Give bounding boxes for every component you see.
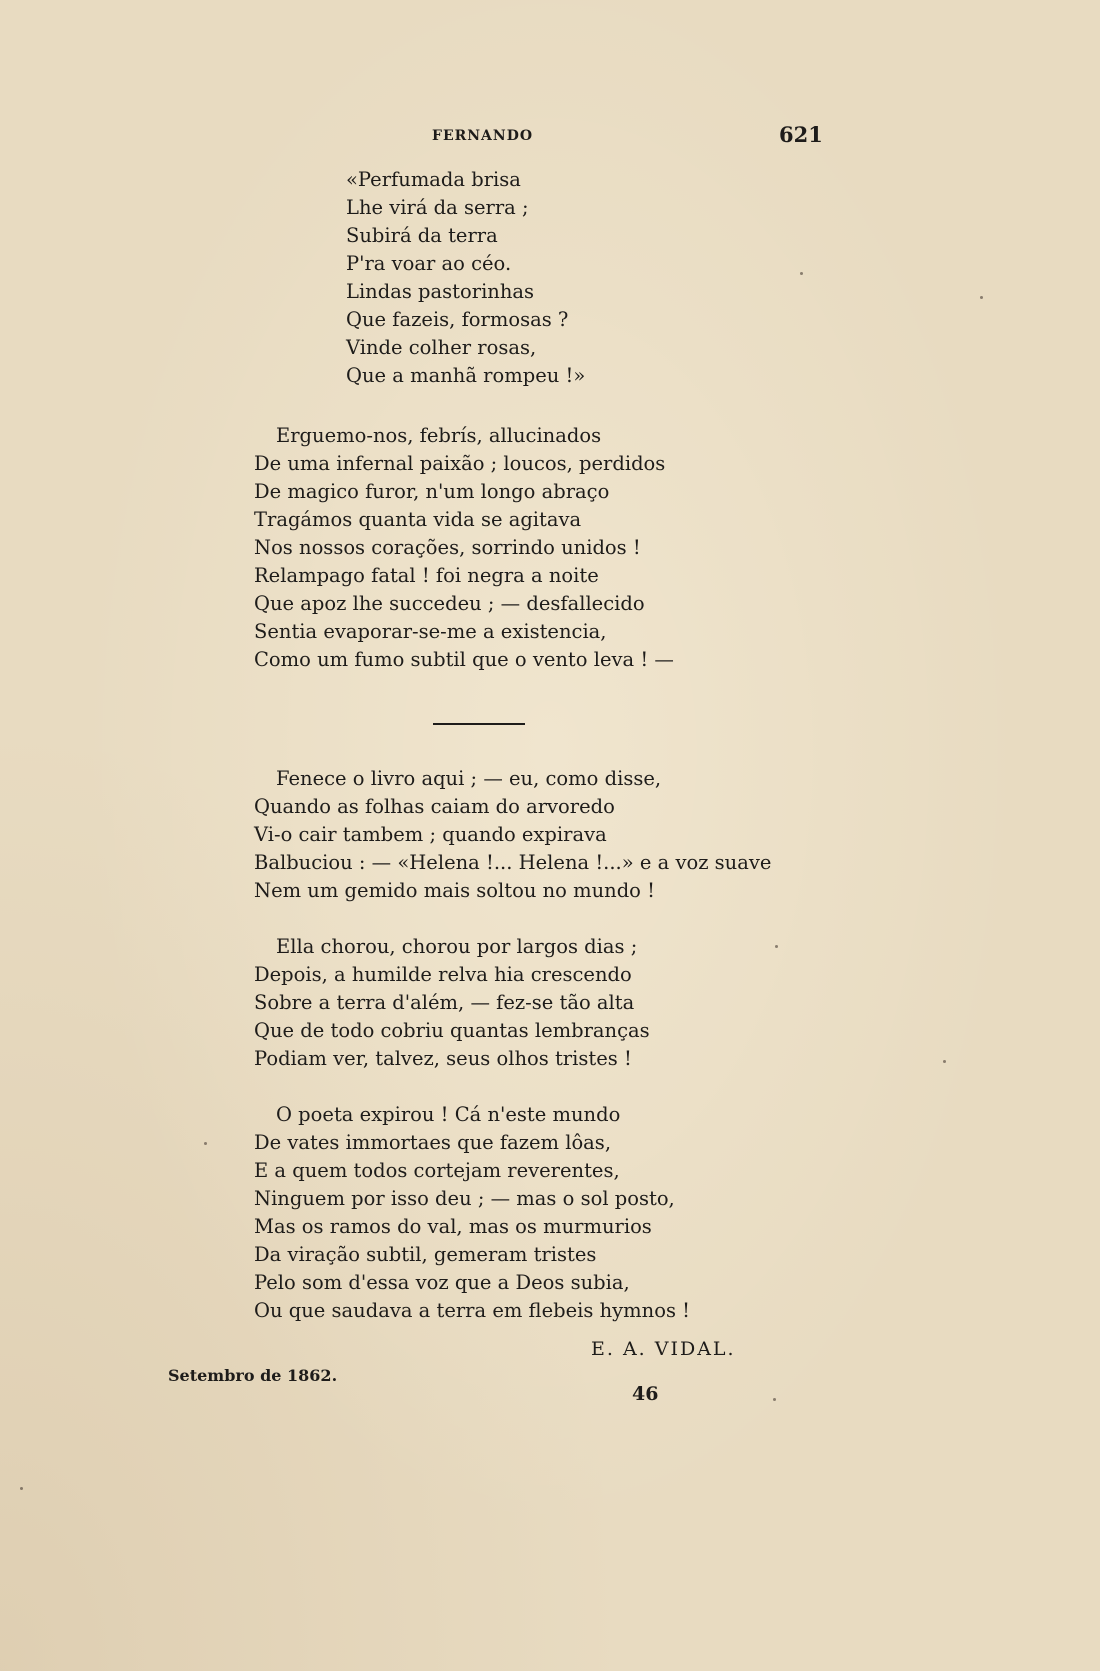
poem-line: Da viração subtil, gemeram tristes	[254, 1243, 597, 1266]
poem-line: Sobre a terra d'além, — fez-se tão alta	[254, 991, 635, 1014]
poem-line: Subirá da terra	[346, 224, 498, 247]
poem-line: Ninguem por isso deu ; — mas o sol posto,	[254, 1187, 675, 1210]
poem-line: Depois, a humilde relva hia crescendo	[254, 963, 632, 986]
poem-line: Nos nossos corações, sorrindo unidos !	[254, 536, 641, 559]
poem-line: P'ra voar ao céo.	[346, 252, 512, 275]
poem-line: De uma infernal paixão ; loucos, perdidos	[254, 452, 666, 475]
paper-speck	[20, 1487, 23, 1490]
poem-line: Ella chorou, chorou por largos dias ;	[276, 935, 638, 958]
poem-line: Vinde colher rosas,	[346, 336, 537, 359]
poem-line: Nem um gemido mais soltou no mundo !	[254, 879, 655, 902]
poem-line: De magico furor, n'um longo abraço	[254, 480, 610, 503]
poem-line: Que a manhã rompeu !»	[346, 364, 586, 387]
poem-line: Podiam ver, talvez, seus olhos tristes !	[254, 1047, 632, 1070]
paper-speck	[204, 1142, 207, 1145]
poem-line: Que fazeis, formosas ?	[346, 308, 569, 331]
poem-line: Que apoz lhe succedeu ; — desfallecido	[254, 592, 645, 615]
date-line: Setembro de 1862.	[168, 1366, 338, 1385]
poem-line: Fenece o livro aqui ; — eu, como disse,	[276, 767, 662, 790]
poem-line: Balbuciou : — «Helena !... Helena !...» e a voz suave	[254, 851, 772, 874]
paper-speck	[775, 945, 778, 948]
page-number: 621	[779, 122, 823, 147]
poem-line: E a quem todos cortejam reverentes,	[254, 1159, 620, 1182]
poem-line: Quando as folhas caiam do arvoredo	[254, 795, 615, 818]
poem-line: Erguemo-nos, febrís, allucinados	[276, 424, 602, 447]
stanza-poet-expired	[254, 1101, 690, 1325]
poem-line: Pelo som d'essa voz que a Deos subia,	[254, 1271, 630, 1294]
running-title: FERNANDO	[432, 128, 534, 144]
section-divider	[433, 723, 525, 725]
poem-line: De vates immortaes que fazem lôas,	[254, 1131, 612, 1154]
poem-line: Vi-o cair tambem ; quando expirava	[254, 823, 607, 846]
author-signature: E. A. VIDAL.	[591, 1338, 736, 1360]
stanza-book-ends	[254, 765, 771, 905]
paper-speck	[800, 272, 803, 275]
poem-line: Lhe virá da serra ;	[346, 196, 529, 219]
poem-line: Tragámos quanta vida se agitava	[254, 508, 582, 531]
poem-line: Que de todo cobriu quantas lembranças	[254, 1019, 650, 1042]
printer-signature-mark: 46	[632, 1383, 659, 1405]
paper-speck	[980, 296, 983, 299]
paper-speck	[773, 1398, 776, 1401]
poem-line: Como um fumo subtil que o vento leva ! —	[254, 648, 674, 671]
poem-line: Ou que saudava a terra em flebeis hymnos !	[254, 1299, 690, 1322]
poem-line: Relampago fatal ! foi negra a noite	[254, 564, 599, 587]
poem-line: Lindas pastorinhas	[346, 280, 535, 303]
poem-line: O poeta expirou ! Cá n'este mundo	[276, 1103, 621, 1126]
poem-line: «Perfumada brisa	[346, 168, 521, 191]
stanza-embrace	[254, 422, 674, 674]
poem-line: Sentia evaporar-se-me a existencia,	[254, 620, 607, 643]
poem-line: Mas os ramos do val, mas os murmurios	[254, 1215, 652, 1238]
stanza-song	[346, 166, 585, 390]
stanza-she-wept	[254, 933, 650, 1073]
paper-speck	[943, 1060, 946, 1063]
